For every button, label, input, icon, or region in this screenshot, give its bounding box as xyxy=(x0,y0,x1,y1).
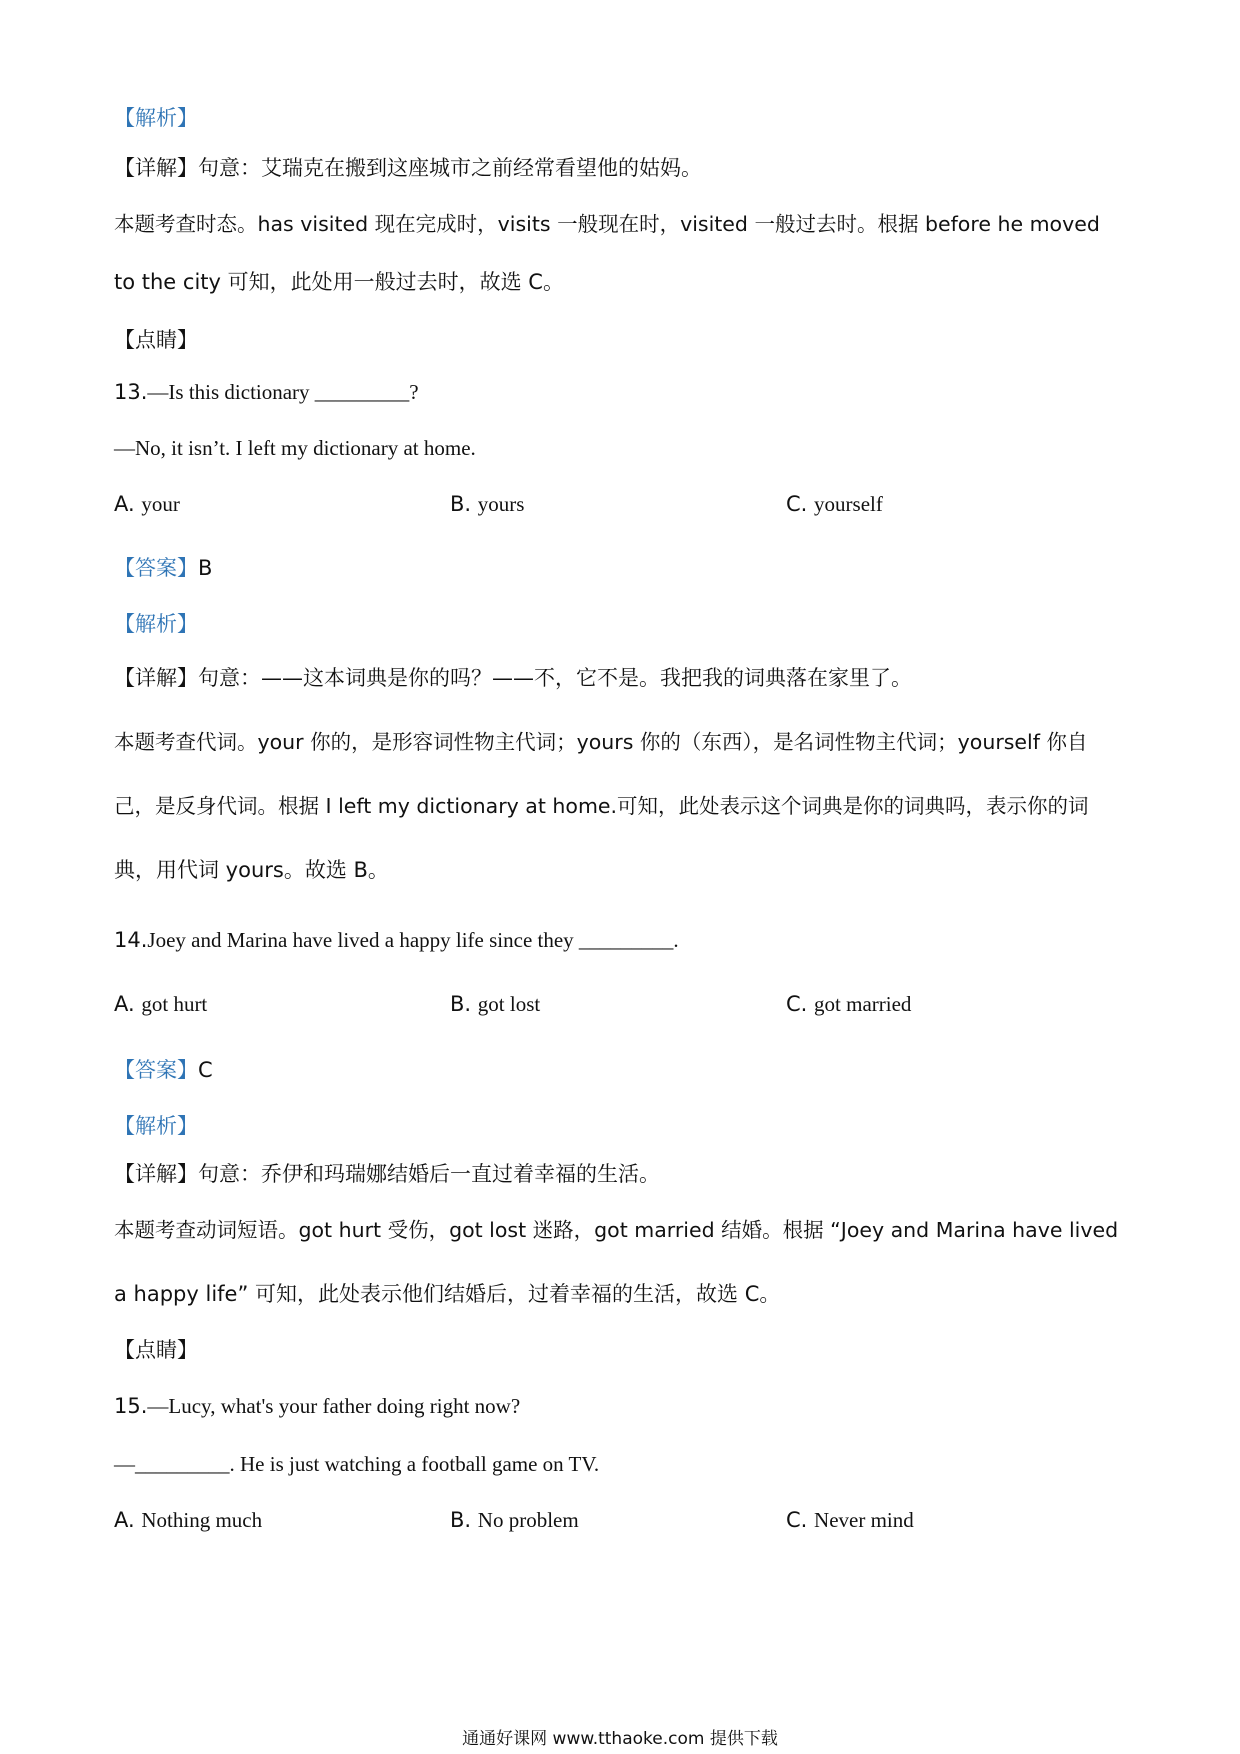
q13-answer-line xyxy=(114,554,212,582)
q15-reply: —_________. He is just watching a football game on TV. xyxy=(114,1452,600,1476)
q15-option-a-text: Nothing much xyxy=(141,1508,263,1532)
q13-xiangjie: 【详解】句意：——这本词典是你的吗？——不，它不是。我把我的词典落在家里了。 xyxy=(114,666,912,690)
q14-xiangjie: 【详解】句意：乔伊和玛瑞娜结婚后一直过着幸福的生活。 xyxy=(114,1162,660,1186)
q15-option-c-text: Never mind xyxy=(814,1508,914,1532)
q13-option-c-letter: C. xyxy=(786,492,808,516)
q13-explain-line3: 典，用代词 yours。故选 B。 xyxy=(114,858,389,882)
q14-option-b xyxy=(450,990,540,1018)
q14-answer: C xyxy=(198,1058,213,1082)
q13-option-c-text: yourself xyxy=(814,492,883,516)
q13-option-b-letter: B. xyxy=(450,492,472,516)
q14-answer-line xyxy=(114,1056,213,1084)
q15-option-a xyxy=(114,1506,262,1534)
q14-option-b-text: got lost xyxy=(477,992,541,1016)
q13-question: —Is this dictionary _________? xyxy=(147,380,419,404)
q15-number: 15. xyxy=(114,1394,148,1418)
q15-option-c xyxy=(786,1506,914,1534)
q13-option-c xyxy=(786,490,883,518)
q14-dianjing-label: 【点睛】 xyxy=(114,1338,198,1362)
q15-option-b-letter: B. xyxy=(450,1508,472,1532)
q12-xiangjie: 【详解】句意：艾瑞克在搬到这座城市之前经常看望他的姑妈。 xyxy=(114,156,702,180)
q13-answer-label: 【答案】 xyxy=(114,556,198,580)
q14-option-c-text: got married xyxy=(814,992,912,1016)
q13-explain-line1: 本题考查代词。your 你的，是形容词性物主代词；yours 你的（东西），是名词性物主代词；yourself 你自 xyxy=(114,730,1088,754)
q14-option-c xyxy=(786,990,911,1018)
q14-question: Joey and Marina have lived a happy life since they _________. xyxy=(147,928,679,952)
q12-explain-line1: 本题考查时态。has visited 现在完成时，visits 一般现在时，visited 一般过去时。根据 before he moved xyxy=(114,212,1100,236)
q14-option-c-letter: C. xyxy=(786,992,808,1016)
q13-number: 13. xyxy=(114,380,148,404)
q13-option-a-text: your xyxy=(141,492,180,516)
q13-jiexi-label: 【解析】 xyxy=(114,612,198,636)
q14-number: 14. xyxy=(114,928,148,952)
q14-explain-line2: a happy life” 可知，此处表示他们结婚后，过着幸福的生活，故选 C。 xyxy=(114,1282,781,1306)
q14-option-a-text: got hurt xyxy=(141,992,208,1016)
page-footer: 通通好课网 www.tthaoke.com 提供下载 xyxy=(462,1729,778,1749)
q14-option-a xyxy=(114,990,207,1018)
q15-option-c-letter: C. xyxy=(786,1508,808,1532)
q14-question-line xyxy=(114,926,679,954)
q15-question-line xyxy=(114,1392,520,1420)
q12-dianjing-label: 【点睛】 xyxy=(114,328,198,352)
q15-option-b xyxy=(450,1506,579,1534)
q12-explain-line2: to the city 可知，此处用一般过去时，故选 C。 xyxy=(114,270,564,294)
q13-option-b xyxy=(450,490,524,518)
q13-reply: —No, it isn’t. I left my dictionary at home. xyxy=(114,436,476,460)
q13-answer: B xyxy=(198,556,213,580)
q14-explain-line1: 本题考查动词短语。got hurt 受伤，got lost 迷路，got married 结婚。根据 “Joey and Marina have lived xyxy=(114,1218,1119,1242)
q15-question: —Lucy, what's your father doing right now? xyxy=(147,1394,521,1418)
q12-jiexi-label: 【解析】 xyxy=(114,106,198,130)
q14-option-b-letter: B. xyxy=(450,992,472,1016)
q13-explain-line2: 己，是反身代词。根据 I left my dictionary at home.可知，此处表示这个词典是你的词典吗，表示你的词 xyxy=(114,794,1089,818)
q13-option-a-letter: A. xyxy=(114,492,135,516)
q15-option-b-text: No problem xyxy=(477,1508,579,1532)
q14-jiexi-label: 【解析】 xyxy=(114,1114,198,1138)
q13-question-line xyxy=(114,378,419,406)
q15-option-a-letter: A. xyxy=(114,1508,135,1532)
q14-option-a-letter: A. xyxy=(114,992,135,1016)
q13-option-b-text: yours xyxy=(477,492,525,516)
q14-answer-label: 【答案】 xyxy=(114,1058,198,1082)
q13-option-a xyxy=(114,490,180,518)
